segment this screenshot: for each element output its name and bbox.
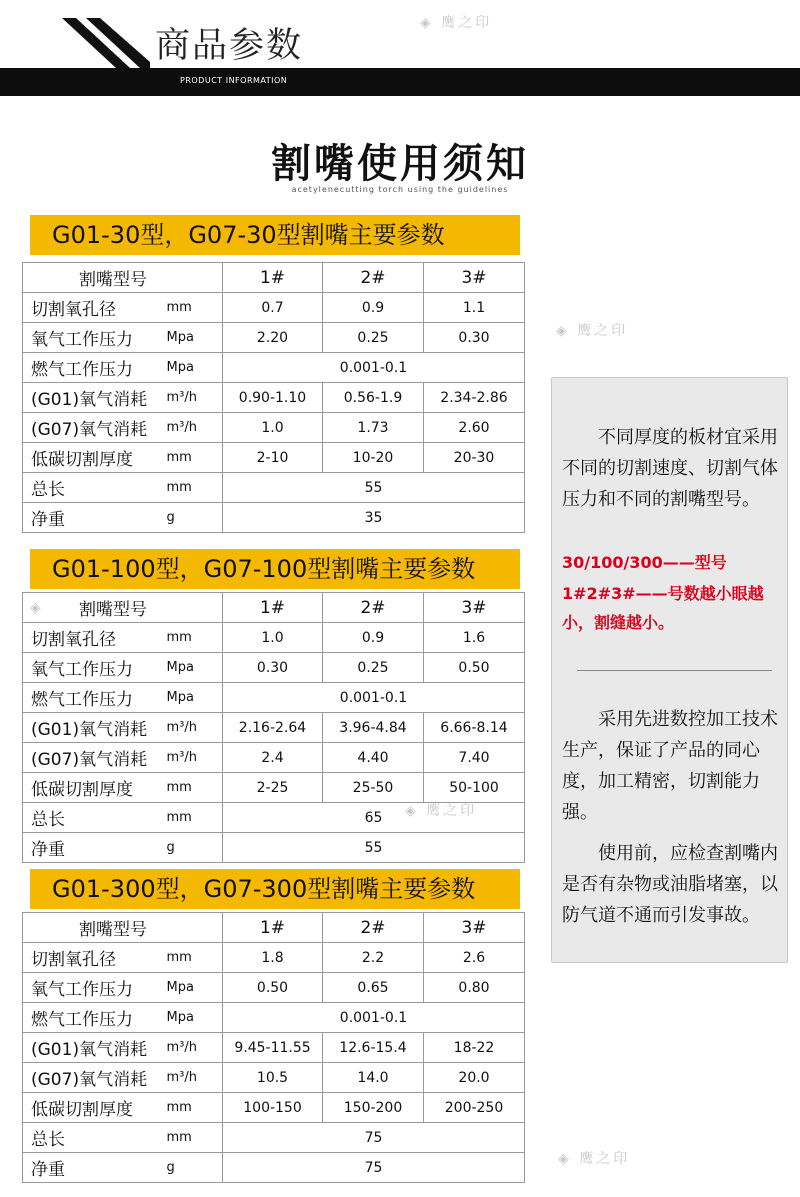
value-cell: 4.40	[323, 743, 424, 773]
table-row	[23, 1063, 525, 1093]
value-cell: 2-10	[223, 443, 323, 473]
header-label: 割嘴型号	[23, 913, 223, 943]
header-cell: 2#	[323, 593, 424, 623]
param-name: 氧气工作压力	[23, 653, 163, 683]
param-name: (G07)氧气消耗	[23, 743, 163, 773]
value-cell: 0.001-0.1	[223, 683, 525, 713]
table-row	[23, 683, 525, 713]
value-cell: 150-200	[323, 1093, 424, 1123]
value-cell: 65	[223, 803, 525, 833]
value-cell: 55	[223, 473, 525, 503]
param-name: (G07)氧气消耗	[23, 1063, 163, 1093]
table-header-row	[23, 593, 525, 623]
header-label: 割嘴型号	[23, 263, 223, 293]
value-cell: 0.50	[223, 973, 323, 1003]
value-cell: 1.6	[424, 623, 525, 653]
table-row	[23, 773, 525, 803]
param-unit: m³/h	[163, 713, 223, 743]
param-unit: mm	[163, 623, 223, 653]
watermark-logo: ◈ 鹰之印	[420, 15, 493, 31]
param-unit: mm	[163, 943, 223, 973]
value-cell: 18-22	[424, 1033, 525, 1063]
param-unit: g	[163, 833, 223, 863]
note-paragraph: 使用前，应检查割嘴内是否有杂物或油脂堵塞，以防气道不通而引发事故。	[562, 843, 778, 926]
value-cell: 10-20	[323, 443, 424, 473]
value-cell: 75	[223, 1153, 525, 1183]
table-row	[23, 1033, 525, 1063]
value-cell: 1.8	[223, 943, 323, 973]
header-title: 商品参数	[155, 26, 304, 66]
value-cell: 0.7	[223, 293, 323, 323]
table-row	[23, 803, 525, 833]
value-cell: 2.20	[223, 323, 323, 353]
value-cell: 0.90-1.10	[223, 383, 323, 413]
param-name: 净重	[23, 503, 163, 533]
header-cell: 2#	[323, 913, 424, 943]
param-name: 氧气工作压力	[23, 973, 163, 1003]
watermark-logo: ◈	[30, 600, 44, 616]
table-row	[23, 743, 525, 773]
value-cell: 0.80	[424, 973, 525, 1003]
param-unit: mm	[163, 803, 223, 833]
value-cell: 55	[223, 833, 525, 863]
value-cell: 1.73	[323, 413, 424, 443]
header-cell: 3#	[424, 263, 525, 293]
param-name: 总长	[23, 1123, 163, 1153]
param-name: 燃气工作压力	[23, 683, 163, 713]
table-row	[23, 623, 525, 653]
value-cell: 2.60	[424, 413, 525, 443]
table-row	[23, 1093, 525, 1123]
value-cell: 14.0	[323, 1063, 424, 1093]
watermark-logo: ◈ 鹰之印	[556, 323, 629, 339]
header-stripe-decoration	[0, 0, 150, 70]
header-cell: 3#	[424, 913, 525, 943]
section-banner: G01-100型，G07-100型割嘴主要参数	[30, 549, 520, 589]
table-row	[23, 1153, 525, 1183]
table-row	[23, 383, 525, 413]
table-row	[23, 473, 525, 503]
value-cell: 3.96-4.84	[323, 713, 424, 743]
param-name: (G07)氧气消耗	[23, 413, 163, 443]
param-unit: mm	[163, 473, 223, 503]
param-name: 切割氧孔径	[23, 623, 163, 653]
param-name: 燃气工作压力	[23, 1003, 163, 1033]
param-name: 总长	[23, 803, 163, 833]
value-cell: 6.66-8.14	[424, 713, 525, 743]
value-cell: 0.001-0.1	[223, 353, 525, 383]
header-subtitle: PRODUCT INFORMATION	[180, 76, 288, 85]
value-cell: 0.65	[323, 973, 424, 1003]
note-highlight: 1#2#3#——号数越小眼越小，割缝越小。	[562, 584, 764, 632]
value-cell: 1.1	[424, 293, 525, 323]
header-cell: 1#	[223, 593, 323, 623]
value-cell: 2.2	[323, 943, 424, 973]
page-title: 割嘴使用须知	[271, 141, 529, 187]
param-name: 低碳切割厚度	[23, 773, 163, 803]
value-cell: 0.30	[424, 323, 525, 353]
note-paragraph: 不同厚度的板材宜采用不同的切割速度、切割气体压力和不同的割嘴型号。	[562, 427, 778, 510]
param-unit: g	[163, 503, 223, 533]
value-cell: 2.4	[223, 743, 323, 773]
value-cell: 25-50	[323, 773, 424, 803]
table-row	[23, 1123, 525, 1153]
params-table	[22, 592, 525, 863]
param-name: 切割氧孔径	[23, 943, 163, 973]
param-name: 低碳切割厚度	[23, 1093, 163, 1123]
table-row	[23, 293, 525, 323]
param-unit: mm	[163, 443, 223, 473]
header-cell: 1#	[223, 263, 323, 293]
watermark-logo: ◈ 鹰之印	[558, 1151, 631, 1167]
value-cell: 200-250	[424, 1093, 525, 1123]
param-unit: g	[163, 1153, 223, 1183]
param-unit: mm	[163, 293, 223, 323]
note-highlight: 30/100/300——型号	[562, 553, 727, 572]
header-cell: 1#	[223, 913, 323, 943]
param-unit: Mpa	[163, 323, 223, 353]
value-cell: 0.25	[323, 323, 424, 353]
params-table	[22, 912, 525, 1183]
param-unit: m³/h	[163, 1063, 223, 1093]
params-table	[22, 262, 525, 533]
param-unit: Mpa	[163, 353, 223, 383]
value-cell: 0.50	[424, 653, 525, 683]
param-name: (G01)氧气消耗	[23, 713, 163, 743]
param-unit: mm	[163, 773, 223, 803]
value-cell: 50-100	[424, 773, 525, 803]
table-row	[23, 653, 525, 683]
header-cell: 2#	[323, 263, 424, 293]
value-cell: 20-30	[424, 443, 525, 473]
param-name: 氧气工作压力	[23, 323, 163, 353]
value-cell: 75	[223, 1123, 525, 1153]
header-cell: 3#	[424, 593, 525, 623]
param-unit: Mpa	[163, 683, 223, 713]
param-unit: mm	[163, 1123, 223, 1153]
page-subtitle: acetylenecutting torch using the guidelines	[291, 185, 509, 194]
param-unit: m³/h	[163, 413, 223, 443]
param-unit: m³/h	[163, 1033, 223, 1063]
value-cell: 2-25	[223, 773, 323, 803]
value-cell: 0.56-1.9	[323, 383, 424, 413]
param-unit: Mpa	[163, 1003, 223, 1033]
param-name: 净重	[23, 1153, 163, 1183]
value-cell: 100-150	[223, 1093, 323, 1123]
param-name: (G01)氧气消耗	[23, 383, 163, 413]
param-unit: m³/h	[163, 383, 223, 413]
param-name: 切割氧孔径	[23, 293, 163, 323]
value-cell: 12.6-15.4	[323, 1033, 424, 1063]
table-row	[23, 833, 525, 863]
value-cell: 7.40	[424, 743, 525, 773]
table-row	[23, 943, 525, 973]
value-cell: 2.16-2.64	[223, 713, 323, 743]
notes-panel	[551, 377, 788, 963]
param-name: 总长	[23, 473, 163, 503]
section-banner: G01-300型，G07-300型割嘴主要参数	[30, 869, 520, 909]
value-cell: 2.6	[424, 943, 525, 973]
table-row	[23, 353, 525, 383]
value-cell: 2.34-2.86	[424, 383, 525, 413]
section-banner: G01-30型，G07-30型割嘴主要参数	[30, 215, 520, 255]
table-row	[23, 503, 525, 533]
note-paragraph: 采用先进数控加工技术生产，保证了产品的同心度，加工精密，切割能力强。	[562, 709, 778, 823]
table-row	[23, 713, 525, 743]
value-cell: 0.9	[323, 293, 424, 323]
param-name: 净重	[23, 833, 163, 863]
param-name: 低碳切割厚度	[23, 443, 163, 473]
divider	[577, 670, 772, 671]
param-unit: Mpa	[163, 973, 223, 1003]
header-bar	[0, 68, 800, 96]
param-name: 燃气工作压力	[23, 353, 163, 383]
param-unit: m³/h	[163, 743, 223, 773]
value-cell: 10.5	[223, 1063, 323, 1093]
header-label: 割嘴型号	[23, 593, 223, 623]
value-cell: 0.9	[323, 623, 424, 653]
table-header-row	[23, 263, 525, 293]
param-unit: Mpa	[163, 653, 223, 683]
value-cell: 1.0	[223, 413, 323, 443]
table-row	[23, 413, 525, 443]
table-row	[23, 323, 525, 353]
value-cell: 0.25	[323, 653, 424, 683]
param-name: (G01)氧气消耗	[23, 1033, 163, 1063]
value-cell: 1.0	[223, 623, 323, 653]
value-cell: 0.30	[223, 653, 323, 683]
value-cell: 35	[223, 503, 525, 533]
value-cell: 9.45-11.55	[223, 1033, 323, 1063]
table-row	[23, 443, 525, 473]
param-unit: mm	[163, 1093, 223, 1123]
value-cell: 0.001-0.1	[223, 1003, 525, 1033]
watermark-logo: ◈ 鹰之印	[405, 803, 478, 819]
table-row	[23, 973, 525, 1003]
table-row	[23, 1003, 525, 1033]
value-cell: 20.0	[424, 1063, 525, 1093]
table-header-row	[23, 913, 525, 943]
